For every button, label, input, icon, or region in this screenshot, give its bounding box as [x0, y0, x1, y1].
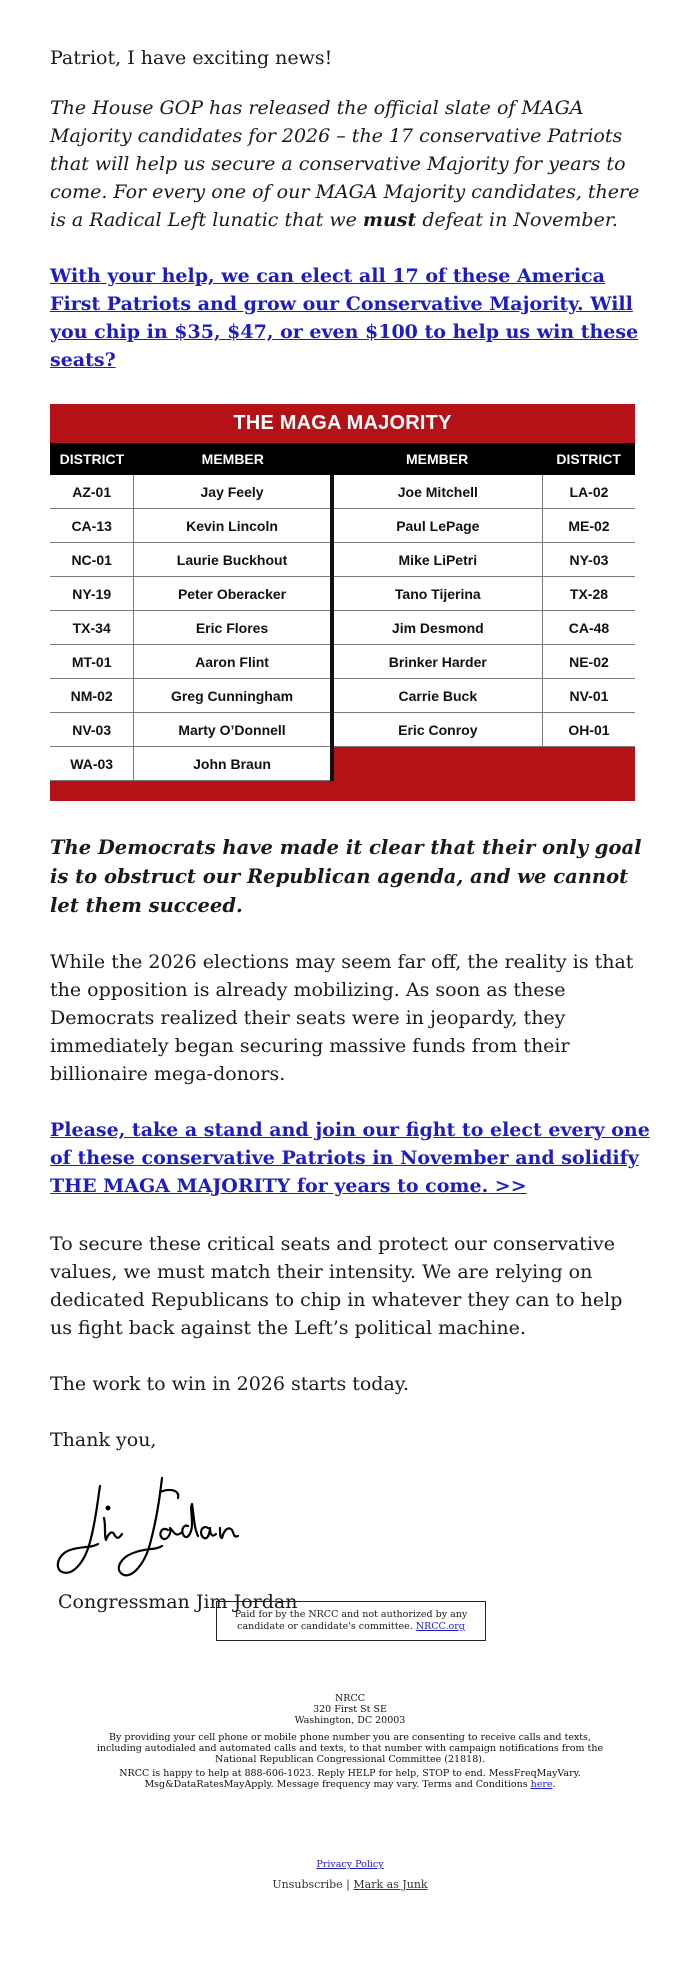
member-cell: Peter Oberacker [134, 577, 332, 611]
member-cell: Tano Tijerina [332, 577, 543, 611]
footer-unsubscribe [90, 1879, 610, 1890]
table-row [50, 679, 635, 713]
district-cell: CA-13 [50, 509, 134, 543]
member-cell: John Braun [134, 747, 332, 781]
secure-seats-paragraph: To secure these critical seats and protect our conservative values, we must match their intensity. We are relying on dedicated Republicans to chip in whatever they can to help us fight back against the Left’s political machine. [50, 1233, 623, 1339]
table-row [50, 713, 635, 747]
district-cell: NV-03 [50, 713, 134, 747]
header-member-left: MEMBER [134, 443, 332, 475]
intro-text-1: The House GOP has released the official slate of MAGA Majority candidates for 2026 – the 17 conservative Patriots that will help us secure a conservative Majority for years to come. For every one of our MAGA Majority candidates, there is a Radical Left lunatic that we [50, 97, 640, 231]
member-cell: Eric Conroy [332, 713, 543, 747]
intro-text-2: defeat in November. [416, 209, 618, 231]
maga-majority-table[interactable] [50, 404, 635, 801]
table-footer-band [50, 781, 635, 802]
district-cell: NV-01 [542, 679, 635, 713]
member-cell: Jim Desmond [332, 611, 543, 645]
table-red-filler [332, 747, 635, 781]
member-cell: Marty O’Donnell [134, 713, 332, 747]
district-cell: OH-01 [542, 713, 635, 747]
footer-org: NRCC [334, 1693, 365, 1704]
footer-consent: By providing your cell phone or mobile phone number you are consenting to receive calls and texts, including autodialed and automated calls and texts, to that number with campaign notifications from the National Republican Congressional Committee (21818). [96, 1732, 604, 1765]
disclaimer-body: Paid for by the NRCC and not authorized by any candidate or candidate's committee. [234, 1609, 468, 1632]
donate-link-chip-in[interactable]: With your help, we can elect all 17 of these America First Patriots and grow our Conservative Majority. Will you chip in $35, $47, or even $100 to help us win these seats? [50, 265, 639, 371]
district-cell: AZ-01 [50, 475, 134, 509]
member-cell: Joe Mitchell [332, 475, 543, 509]
member-cell: Paul LePage [332, 509, 543, 543]
table-row [50, 645, 635, 679]
district-cell: NE-02 [542, 645, 635, 679]
district-cell: ME-02 [542, 509, 635, 543]
header-district-left: DISTRICT [50, 443, 134, 475]
table-row [50, 475, 635, 509]
member-cell: Laurie Buckhout [134, 543, 332, 577]
member-cell: Kevin Lincoln [134, 509, 332, 543]
district-cell: NY-03 [542, 543, 635, 577]
signoff-name: Congressman Jim Jordan [58, 1591, 298, 1613]
footer-street: 320 First St SE [313, 1704, 387, 1715]
greeting: Patriot, I have exciting news! [50, 47, 333, 69]
district-cell: MT-01 [50, 645, 134, 679]
district-cell: WA-03 [50, 747, 134, 781]
table-row [50, 543, 635, 577]
table-title: THE MAGA MAJORITY [50, 404, 635, 443]
district-cell: LA-02 [542, 475, 635, 509]
closing-thank-you: Thank you, [50, 1429, 157, 1451]
footer-address [90, 1693, 610, 1726]
district-cell: TX-28 [542, 577, 635, 611]
member-cell: Greg Cunningham [134, 679, 332, 713]
unsubscribe-link[interactable]: Unsubscribe [272, 1878, 343, 1891]
member-cell: Aaron Flint [134, 645, 332, 679]
table-row [50, 509, 635, 543]
disclaimer-text [223, 1609, 479, 1633]
footer-help: NRCC is happy to help at 888-606-1023. Reply HELP for help, STOP to end. MessFreqMayVary. Msg&DataRatesMayApply. Message frequency may vary. Terms and Conditions here. [119, 1768, 581, 1790]
table-row [50, 611, 635, 645]
privacy-policy-link[interactable]: Privacy Policy [316, 1859, 384, 1870]
member-cell: Jay Feely [134, 475, 332, 509]
work-starts-paragraph: The work to win in 2026 starts today. [50, 1373, 410, 1395]
footer-separator: | [346, 1878, 350, 1891]
district-cell: NM-02 [50, 679, 134, 713]
table-row [50, 747, 635, 781]
district-cell: NC-01 [50, 543, 134, 577]
member-cell: Carrie Buck [332, 679, 543, 713]
header-member-right: MEMBER [332, 443, 543, 475]
paid-for-disclaimer [216, 1601, 486, 1641]
mobilizing-paragraph: While the 2026 elections may seem far off, the reality is that the opposition is already mobilizing. As soon as these Democrats realized their seats were in jeopardy, they immediately began securing massive funds from their billionaire mega-donors. [50, 951, 634, 1085]
member-cell: Brinker Harder [332, 645, 543, 679]
header-district-right: DISTRICT [542, 443, 635, 475]
district-cell: NY-19 [50, 577, 134, 611]
mark-as-junk-link[interactable]: Mark as Junk [353, 1878, 428, 1891]
email-body [50, 44, 650, 1616]
intro-paragraph [50, 94, 650, 234]
table-row [50, 577, 635, 611]
donate-link-join-fight[interactable]: Please, take a stand and join our fight to elect every one of these conservative Patriots in November and solidify THE MAGA MAJORITY for years to come. >> [50, 1119, 650, 1197]
district-cell: CA-48 [542, 611, 635, 645]
help-text: NRCC is happy to help at 888-606-1023. Reply HELP for help, STOP to end. MessFreqMayVary. Msg&DataRatesMayApply. Message frequency may vary. Terms and Conditions [119, 1768, 581, 1790]
terms-link[interactable]: here [530, 1779, 553, 1790]
handwritten-signature [52, 1468, 650, 1588]
member-cell: Mike LiPetri [332, 543, 543, 577]
nrcc-org-link[interactable]: NRCC.org [415, 1621, 465, 1632]
member-cell: Eric Flores [134, 611, 332, 645]
district-cell: TX-34 [50, 611, 134, 645]
footer-city: Washington, DC 20003 [294, 1715, 406, 1726]
democrats-statement: The Democrats have made it clear that their only goal is to obstruct our Republican agenda, and we cannot let them succeed. [50, 836, 642, 917]
footer-privacy [90, 1859, 610, 1870]
intro-emphasis: must [362, 209, 417, 231]
